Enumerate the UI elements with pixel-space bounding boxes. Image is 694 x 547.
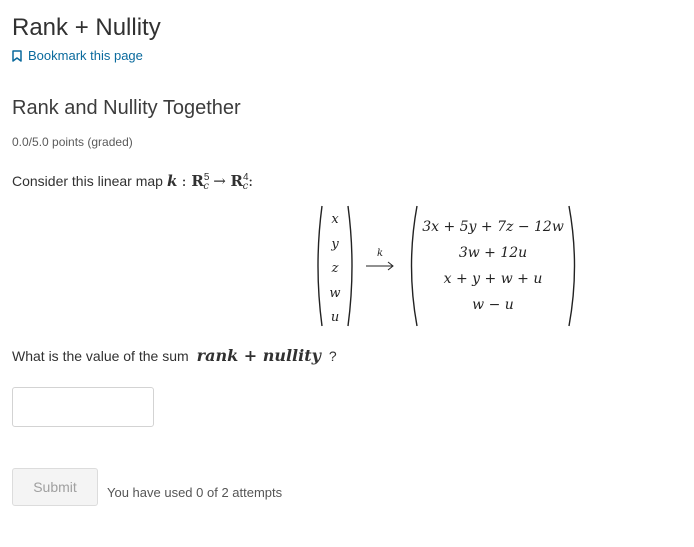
input-vector	[313, 204, 357, 328]
bookmark-link[interactable]	[12, 48, 143, 63]
problem-prompt	[12, 172, 253, 192]
domain-sub: c	[203, 181, 210, 192]
output-entry: x + y + w + u	[443, 271, 543, 287]
question-text: What is the value of the sum	[12, 348, 189, 364]
input-entry: z	[331, 261, 339, 276]
question	[12, 346, 337, 365]
input-entry: w	[329, 285, 341, 301]
output-entry: w − u	[472, 297, 514, 313]
input-entry: x	[331, 212, 339, 227]
submit-button[interactable]: Submit	[12, 468, 98, 506]
domain-space: R	[191, 172, 204, 190]
map-name: k	[166, 172, 178, 190]
arrow-label: k	[377, 248, 384, 259]
question-expression: rank + nullity	[196, 346, 321, 365]
linear-map-display	[313, 204, 583, 328]
output-vector	[405, 204, 581, 328]
input-entry: u	[330, 310, 340, 325]
output-entry: 3x + 5y + 7z − 12w	[422, 219, 564, 235]
output-entry: 3w + 12u	[458, 245, 528, 261]
attempts-status: You have used 0 of 2 attempts	[107, 485, 283, 500]
codomain-dim: 4	[243, 172, 249, 183]
codomain-space: R	[230, 172, 243, 190]
question-end: ?	[328, 348, 337, 364]
prompt-text: Consider this linear map	[12, 173, 163, 189]
input-entry: y	[331, 236, 339, 252]
right-arrow-icon	[365, 260, 395, 272]
problem-title: Rank and Nullity Together	[12, 97, 241, 119]
codomain-sub: c	[242, 181, 249, 192]
answer-input[interactable]	[12, 387, 154, 427]
bookmark-icon	[12, 50, 22, 62]
bookmark-label: Bookmark this page	[28, 48, 143, 63]
domain-dim: 5	[203, 172, 210, 183]
points-status: 0.0/5.0 points (graded)	[12, 135, 133, 149]
page-title: Rank + Nullity	[12, 14, 161, 41]
map-signature: k : $R^5_c \to R^4_c$:	[166, 172, 254, 192]
